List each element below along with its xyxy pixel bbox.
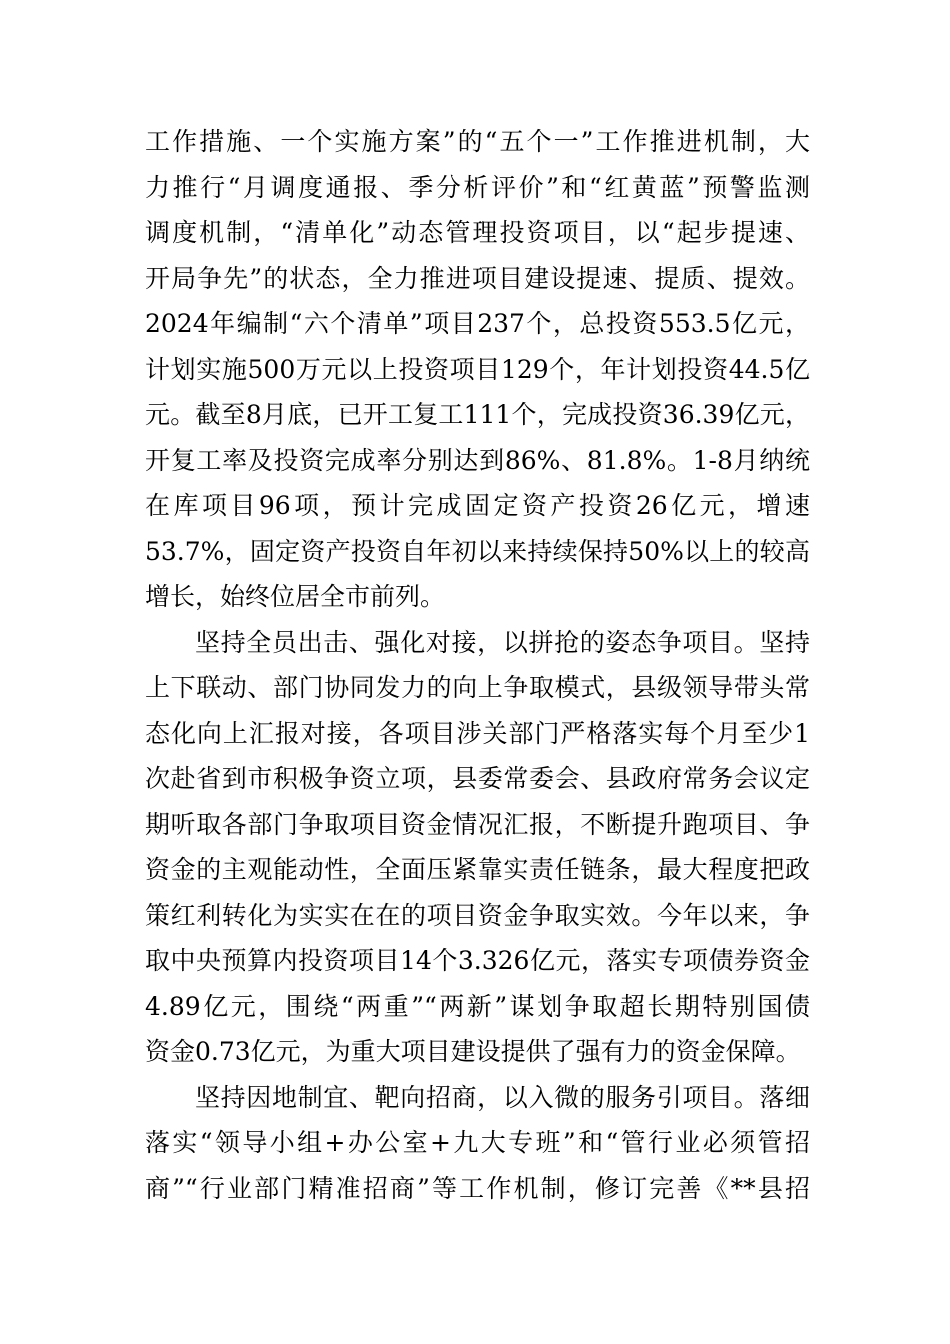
text-line: 次赴省到市积极争资立项，县委常委会、县政府常务会议定 [145, 764, 810, 793]
text-line: 在库项目96项，预计完成固定资产投资26亿元，增速 [145, 491, 810, 520]
text-line: 落实“领导小组+办公室+九大专班”和“管行业必须管招 [145, 1128, 810, 1157]
paragraph-end-line: 增长，始终位居全市前列。 [145, 582, 446, 611]
paragraph-start-line: 坚持因地制宜、靶向招商，以入微的服务引项目。落细 [195, 1082, 810, 1112]
text-line: 4.89亿元，围绕“两重”“两新”谋划争取超长期特别国债 [145, 991, 810, 1021]
text-line: 调度机制，“清单化”动态管理投资项目，以“起步提速、 [145, 218, 810, 247]
text-line: 策红利转化为实实在在的项目资金争取实效。今年以来，争 [145, 900, 810, 930]
text-line: 开复工率及投资完成率分别达到86%、81.8%。1-8月纳统 [145, 445, 810, 475]
text-line: 力推行“月调度通报、季分析评价”和“红黄蓝”预警监测 [145, 172, 810, 202]
text-line: 商”“行业部门精准招商”等工作机制，修订完善《**县招 [145, 1173, 810, 1203]
text-line: 元。截至8月底，已开工复工111个，完成投资36.39亿元， [145, 400, 810, 429]
text-line: 态化向上汇报对接，各项目涉关部门严格落实每个月至少1 [145, 718, 810, 748]
text-line: 取中央预算内投资项目14个3.326亿元，落实专项债券资金 [145, 946, 810, 975]
body-text [145, 119, 810, 1211]
text-line: 开局争先”的状态，全力推进项目建设提速、提质、提效。 [145, 263, 810, 293]
text-line: 上下联动、部门协同发力的向上争取模式，县级领导带头常 [145, 673, 810, 702]
text-line: 2024年编制“六个清单”项目237个，总投资553.5亿元， [145, 309, 810, 338]
text-line: 53.7%，固定资产投资自年初以来持续保持50%以上的较高 [145, 536, 810, 566]
text-line: 计划实施500万元以上投资项目129个，年计划投资44.5亿 [145, 354, 810, 384]
paragraph-end-line: 资金0.73亿元，为重大项目建设提供了强有力的资金保障。 [145, 1037, 801, 1066]
text-line: 资金的主观能动性，全面压紧靠实责任链条，最大程度把政 [145, 855, 810, 884]
paragraph-start-line: 坚持全员出击、强化对接，以拼抢的姿态争项目。坚持 [195, 627, 810, 657]
text-line: 工作措施、一个实施方案”的“五个一”工作推进机制，大 [145, 127, 810, 156]
text-line: 期听取各部门争取项目资金情况汇报，不断提升跑项目、争 [145, 809, 810, 839]
